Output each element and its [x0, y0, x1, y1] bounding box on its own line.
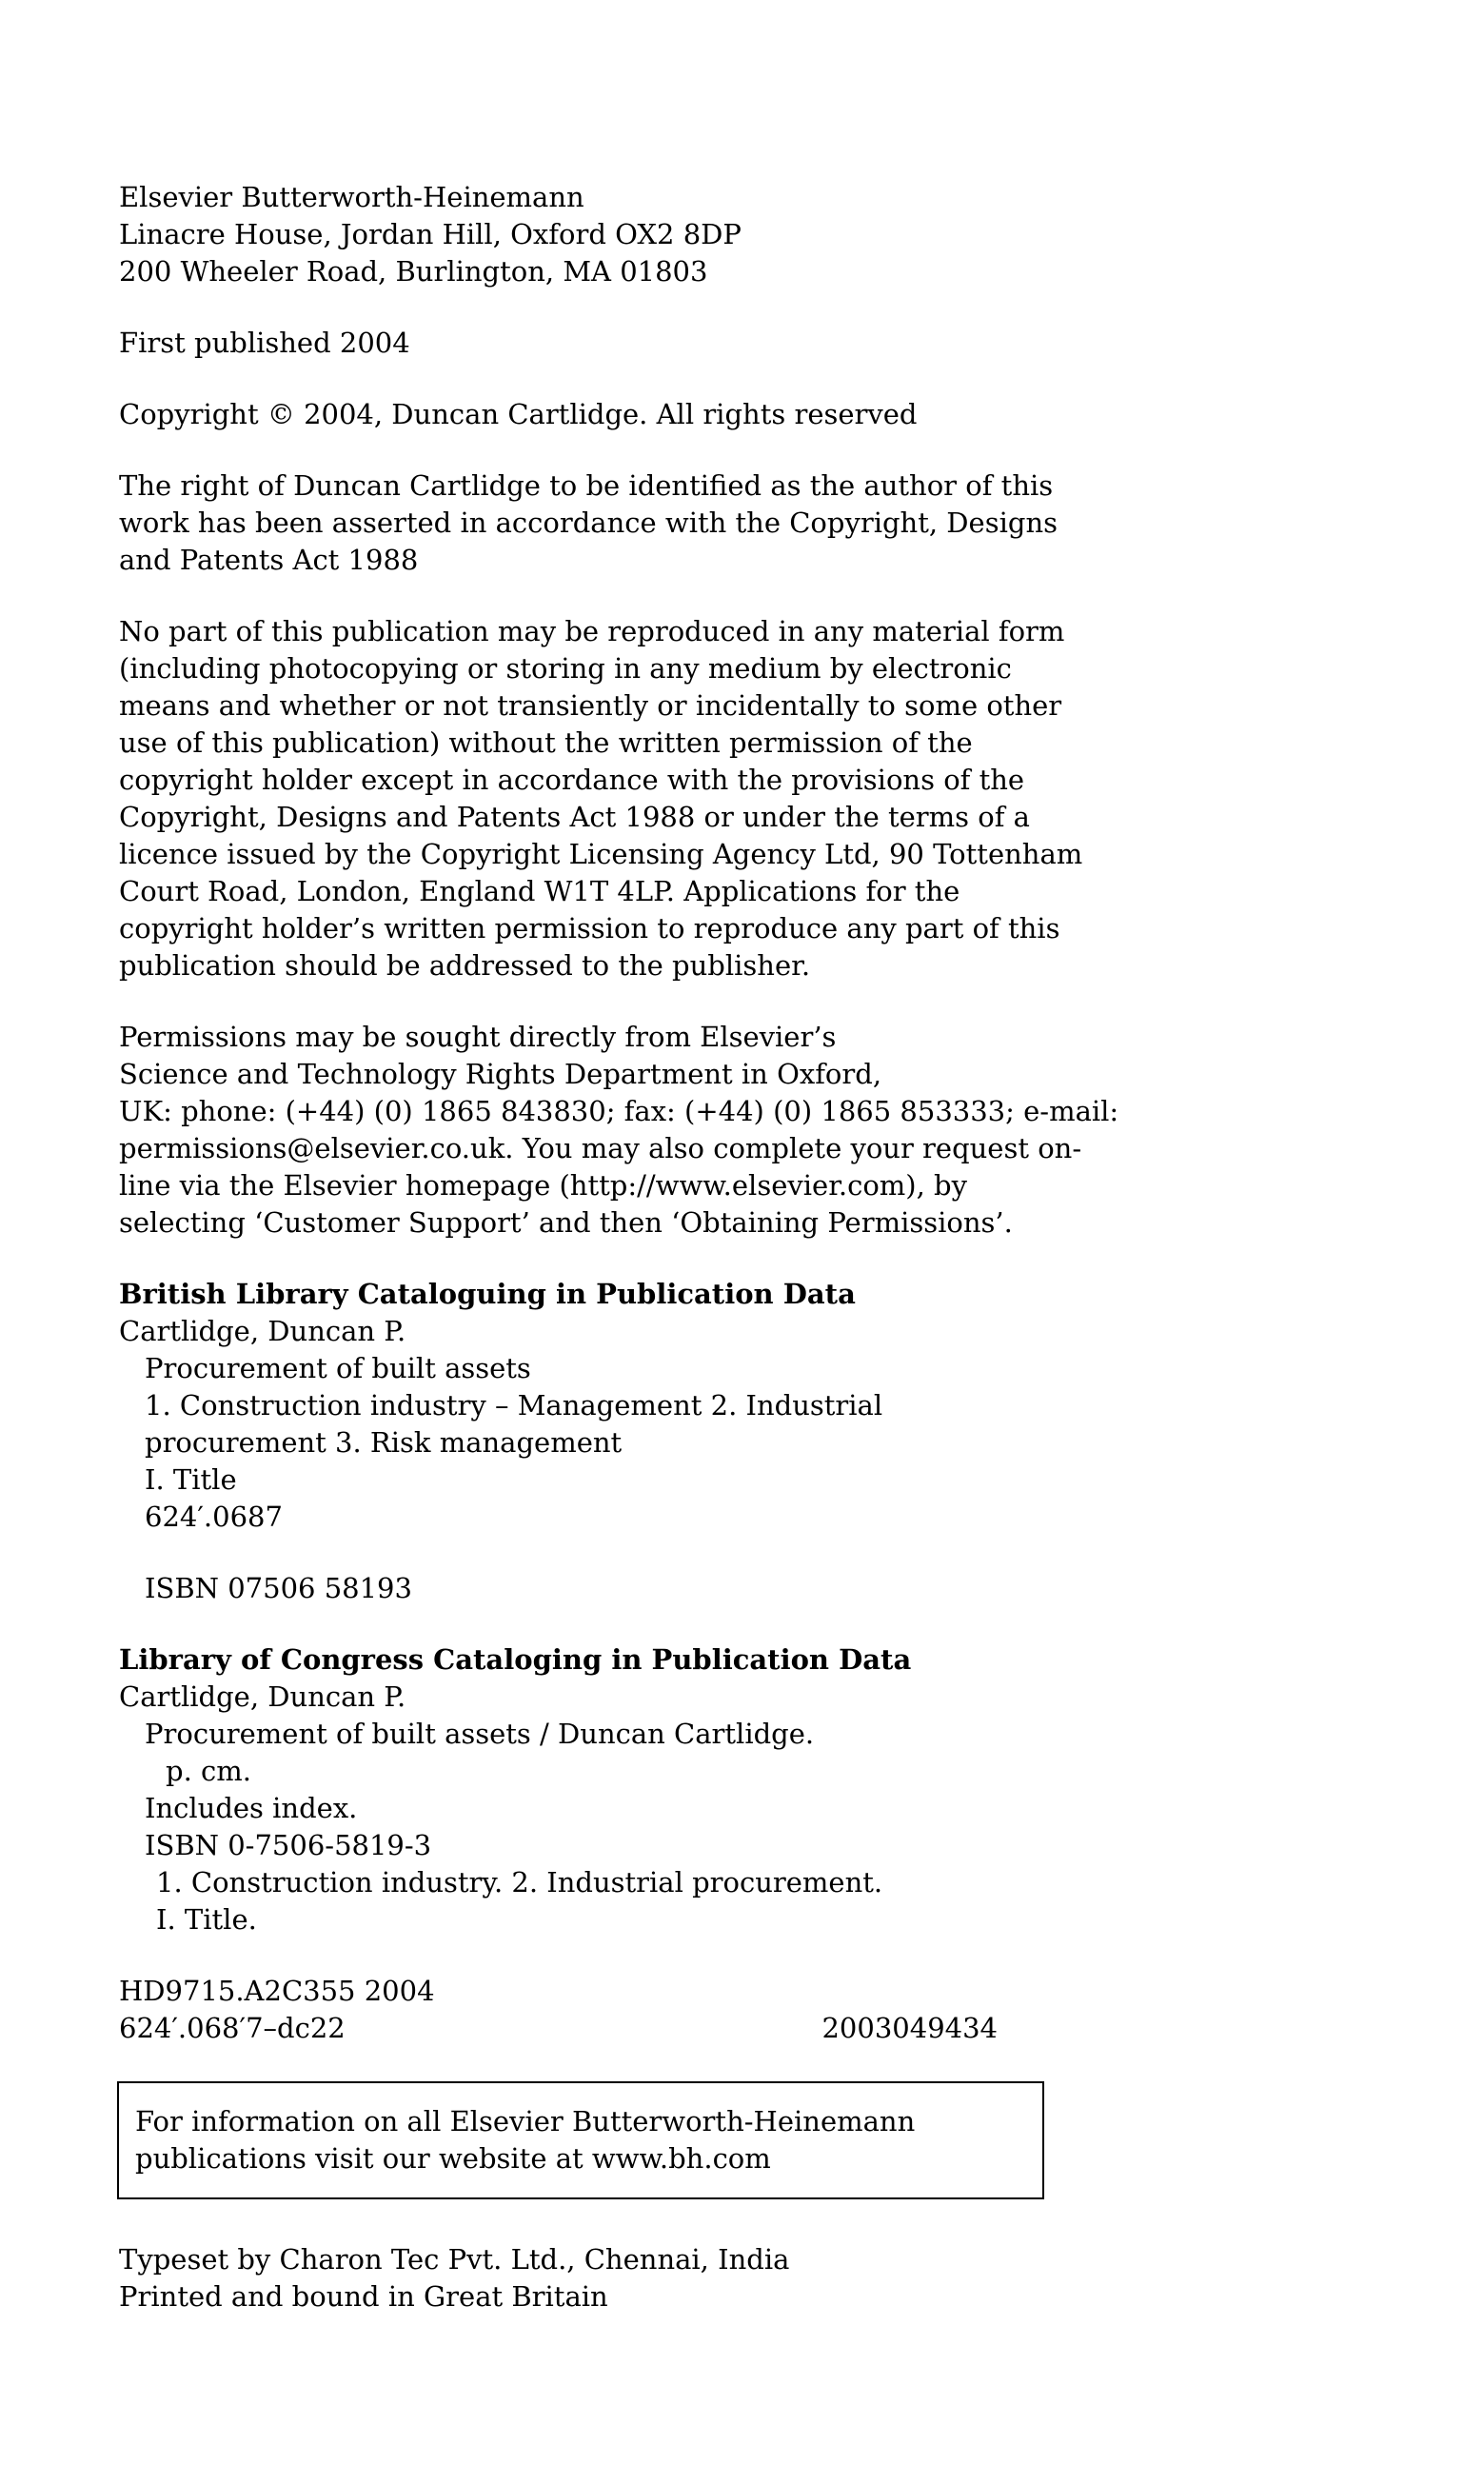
- text-line: line via the Elsevier homepage (http://www.elsevier.com), by: [119, 1169, 967, 1202]
- loc-cip-author: Cartlidge, Duncan P.: [119, 1680, 406, 1713]
- loc-cip-title-entry: I. Title.: [156, 1903, 257, 1936]
- text-line: permissions@elsevier.co.uk. You may also complete your request on-: [119, 1132, 1082, 1164]
- dewey-lccn-row: [119, 2010, 998, 2047]
- dewey-decimal-number: 624′.068′7–dc22: [119, 2012, 346, 2044]
- loc-cip-isbn: ISBN 0-7506-5819-3: [145, 1829, 432, 1861]
- publisher-name: Elsevier Butterworth-Heinemann: [119, 181, 584, 213]
- loc-cip-includes-index: Includes index.: [145, 1792, 358, 1824]
- text-line: copyright holder’s written permission to reproduce any part of this: [119, 912, 1060, 944]
- text-line: Science and Technology Rights Department in Oxford,: [119, 1058, 882, 1090]
- text-line: (including photocopying or storing in any medium by electronic: [119, 652, 1012, 685]
- website-info-box: [117, 2081, 1044, 2199]
- text-line: selecting ‘Customer Support’ and then ‘Obtaining Permissions’.: [119, 1206, 1013, 1239]
- reproduction-restriction: [119, 613, 1427, 984]
- loc-call-number: HD9715.A2C355 2004: [119, 1975, 435, 2007]
- lccn-number: 2003049434: [821, 2012, 998, 2044]
- isbn-uk: [119, 1570, 1427, 1607]
- text-line: copyright holder except in accordance with the provisions of the: [119, 764, 1025, 796]
- publisher-address-line-uk: Linacre House, Jordan Hill, Oxford OX2 8DP: [119, 218, 742, 250]
- copyright-statement: [119, 396, 1427, 433]
- bl-cip-title: Procurement of built assets: [145, 1352, 531, 1384]
- permissions-contact: [119, 1019, 1427, 1242]
- first-published: [119, 325, 1427, 362]
- text-line: and Patents Act 1988: [119, 544, 419, 576]
- bl-cip-heading: British Library Cataloguing in Publication Data: [119, 1278, 856, 1310]
- text-line: work has been asserted in accordance with the Copyright, Designs: [119, 507, 1058, 539]
- isbn-number: ISBN 07506 58193: [145, 1572, 412, 1604]
- author-rights-statement: [119, 467, 1427, 579]
- text-line: use of this publication) without the written permission of the: [119, 726, 973, 759]
- website-info-line: For information on all Elsevier Butterworth-Heinemann: [135, 2105, 916, 2137]
- website-info-line: publications visit our website at www.bh.com: [135, 2142, 771, 2175]
- text-line: Copyright © 2004, Duncan Cartlidge. All rights reserved: [119, 398, 918, 430]
- text-line: The right of Duncan Cartlidge to be identified as the author of this: [119, 469, 1054, 502]
- catalog-numbers: [119, 1973, 1427, 2047]
- text-line: First published 2004: [119, 327, 410, 359]
- loc-cip-pcm: p. cm.: [166, 1755, 251, 1787]
- text-line: Court Road, London, England W1T 4LP. Applications for the: [119, 875, 960, 907]
- library-of-congress-cip: [119, 1641, 1427, 1938]
- text-line: Copyright, Designs and Patents Act 1988 or under the terms of a: [119, 801, 1030, 833]
- text-line: licence issued by the Copyright Licensing Agency Ltd, 90 Tottenham: [119, 838, 1083, 870]
- bl-cip-dewey-number: 624′.0687: [145, 1501, 283, 1533]
- colophon: [119, 2241, 1427, 2316]
- text-line: means and whether or not transiently or incidentally to some other: [119, 689, 1062, 722]
- typeset-credit: Typeset by Charon Tec Pvt. Ltd., Chennai, India: [119, 2243, 790, 2276]
- loc-cip-title: Procurement of built assets / Duncan Cartlidge.: [145, 1718, 815, 1750]
- loc-cip-subjects: 1. Construction industry. 2. Industrial procurement.: [156, 1866, 883, 1899]
- bl-cip-subjects: 1. Construction industry – Management 2. Industrial: [145, 1389, 883, 1421]
- loc-cip-heading: Library of Congress Cataloging in Publication Data: [119, 1643, 912, 1676]
- bl-cip-author: Cartlidge, Duncan P.: [119, 1315, 406, 1347]
- text-line: No part of this publication may be reproduced in any material form: [119, 615, 1065, 647]
- bl-cip-title-entry: I. Title: [145, 1463, 237, 1496]
- printed-credit: Printed and bound in Great Britain: [119, 2280, 608, 2313]
- text-line: Permissions may be sought directly from Elsevier’s: [119, 1021, 837, 1053]
- bl-cip-subjects: procurement 3. Risk management: [145, 1426, 623, 1459]
- text-line: publication should be addressed to the publisher.: [119, 949, 811, 982]
- british-library-cip: [119, 1276, 1427, 1536]
- publisher-address: [119, 179, 1427, 290]
- text-line: UK: phone: (+44) (0) 1865 843830; fax: (+44) (0) 1865 853333; e-mail:: [119, 1095, 1119, 1127]
- publisher-address-line-us: 200 Wheeler Road, Burlington, MA 01803: [119, 255, 708, 288]
